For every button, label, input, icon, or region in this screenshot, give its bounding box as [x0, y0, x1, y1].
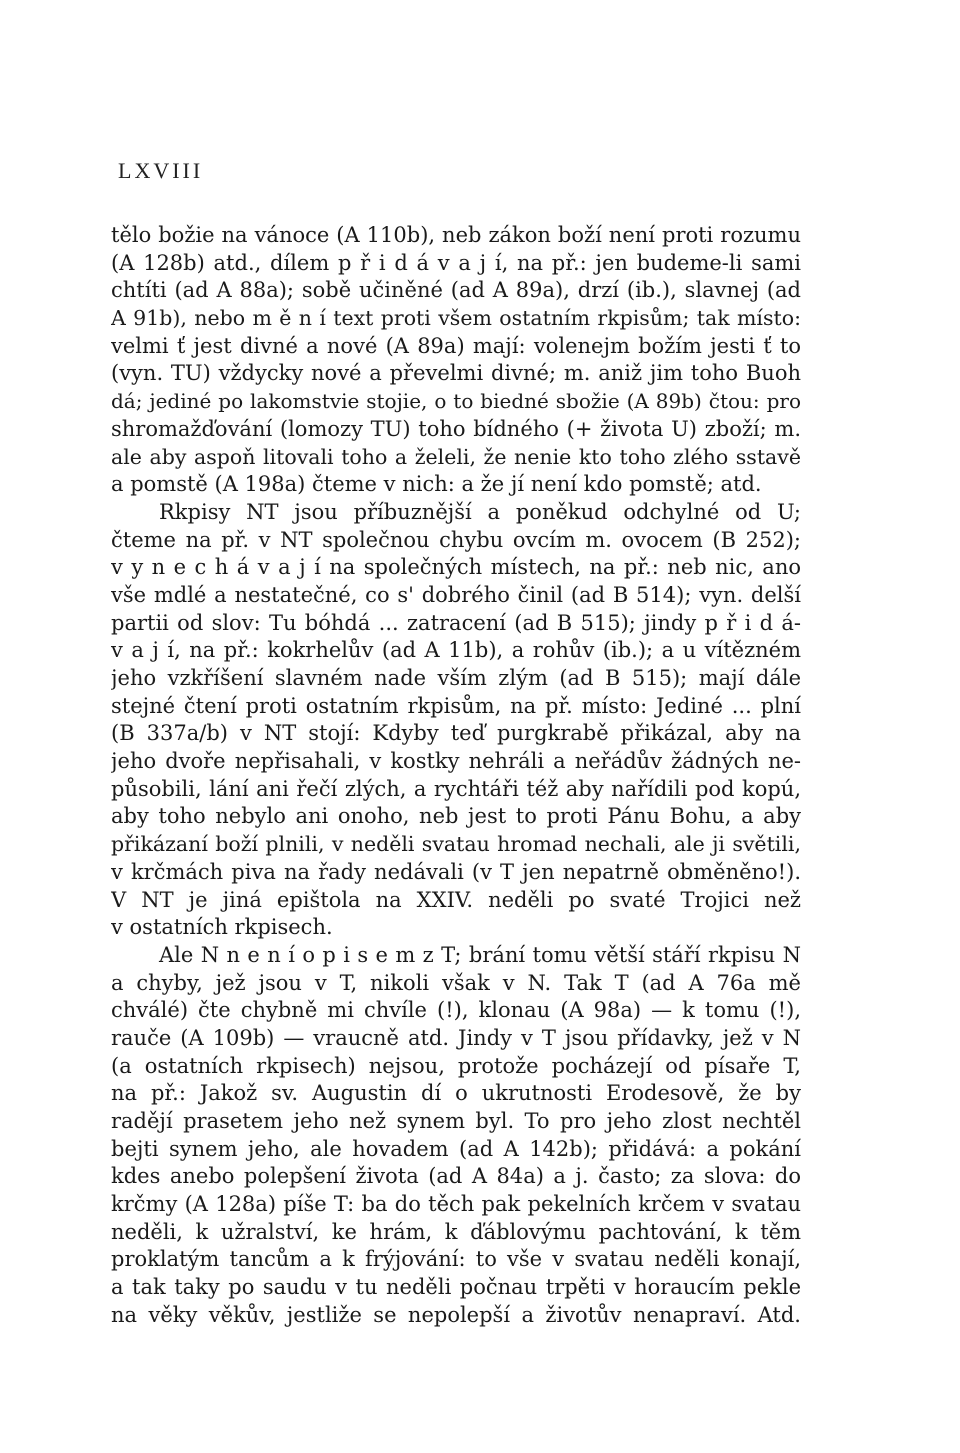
- text-line: ale aby aspoň litovali toho a želeli, že nenie kto toho zlého sstavě: [111, 444, 801, 469]
- text-line: na věky věkův, jestliže se nepolepší a životův nenapraví. Atd.: [111, 1302, 801, 1327]
- text-line: stejné čtení proti ostatním rkpisům, na př. místo: Jediné ... plní: [111, 693, 801, 718]
- text-line: v y n e c h á v a j í na společných místech, na př.: neb nic, ano: [111, 555, 801, 580]
- text-line: aby toho nebylo ani onoho, neb jest to proti Pánu Bohu, a aby: [111, 804, 801, 829]
- text-line: A 91b), nebo m ě n í text proti všem ostatním rkpisům; tak místo:: [111, 306, 801, 331]
- text-line: tělo božie na vánoce (A 110b), neb zákon boží není proti rozumu: [111, 223, 801, 247]
- text-line: bejti synem jeho, ale hovadem (ad A 142b); přidává: a pokání: [111, 1136, 801, 1161]
- text-line: krčmy (A 128a) píše T: ba do těch pak pekelních krčem v svatau: [111, 1192, 801, 1217]
- text-line: V NT je jiná epištola na XXIV. neděli po svaté Trojici než: [111, 887, 801, 912]
- body-text: [111, 222, 801, 1330]
- text-line: partii od slov: Tu bóhdá ... zatracení (ad B 515); jindy p ř i d á-: [111, 610, 801, 635]
- text-line: radějí prasetem jeho než synem byl. To pro jeho zlost nechtěl: [111, 1109, 801, 1133]
- text-line: dá; jediné po lakomstvie stojie, o to biedné sbožie (A 89b) čtou: pro: [111, 389, 801, 414]
- text-line: Rkpisy NT jsou příbuznější a poněkud odchylné od U;: [159, 499, 801, 524]
- text-line: rauče (A 109b) — vraucně atd. Jindy v T jsou přídavky, jež v N: [111, 1025, 801, 1050]
- text-line: chválé) čte chybně mi chvíle (!), klonau (A 98a) — k tomu (!),: [111, 998, 801, 1023]
- text-line: (A 128b) atd., dílem p ř i d á v a j í, na př.: jen budeme-li sami: [111, 250, 801, 275]
- text-line: vše mdlé a nestatečné, co s' dobrého činil (ad B 514); vyn. delší: [111, 582, 801, 607]
- text-line: působili, lání ani řečí zlých, a rychtáři též aby nařídili pod kopú,: [111, 776, 801, 801]
- text-line: v a j í, na př.: kokrhelův (ad A 11b), a rohův (ib.); a u vítězném: [111, 638, 801, 663]
- text-line: chtíti (ad A 88a); sobě učiněné (ad A 89a), drzí (ib.), slavnej (ad: [111, 278, 801, 303]
- text-line: (vyn. TU) vždycky nové a převelmi divné; m. aniž jim toho Buoh: [111, 361, 801, 386]
- text-line: kdes anebo polepšení života (ad A 84a) a j. často; za slova: do: [111, 1164, 801, 1189]
- page-number: LXVIII: [118, 158, 204, 183]
- text-line: Ale N n e n í o p i s e m z T; brání tomu větší stáří rkpisu N: [159, 942, 801, 967]
- text-line: velmi ť jest divné a nové (A 89a) mají: volenejm božím jesti ť to: [111, 333, 801, 358]
- text-line: jeho dvoře nepřisahali, v kostky nehráli a neřádův žádných ne-: [111, 749, 801, 774]
- text-line: v ostatních rkpisech.: [111, 915, 333, 940]
- text-line: shromažďování (lomozy TU) toho bídného (+ života U) zboží; m.: [111, 416, 801, 441]
- text-line: na př.: Jakož sv. Augustin dí o ukrutnosti Erodesově, že by: [111, 1081, 801, 1106]
- text-line: jeho vzkříšení slavném nade vším zlým (ad B 515); mají dále: [111, 666, 801, 690]
- text-line: a chyby, jež jsou v T, nikoli však v N. Tak T (ad A 76a mě: [111, 970, 801, 995]
- text-line: přikázaní boží plnili, v neděli svatau hromad nechali, ale ji světili,: [111, 832, 801, 857]
- text-line: v krčmách piva na řady nedávali (v T jen nepatrně obměněno!).: [111, 859, 801, 884]
- text-line: (a ostatních rkpisech) nejsou, protože pocházejí od písaře T,: [111, 1053, 801, 1078]
- text-line: a tak taky po saudu v tu neděli počnau trpěti v horaucím pekle: [111, 1275, 801, 1300]
- text-line: čteme na př. v NT společnou chybu ovcím m. ovocem (B 252);: [111, 527, 801, 552]
- text-line: a pomstě (A 198a) čteme v nich: a že jí není kdo pomstě; atd.: [111, 472, 762, 497]
- text-line: proklatým tancům a k frýjování: to vše v svatau neděli konají,: [111, 1247, 801, 1272]
- text-line: neděli, k užralství, ke hrám, k ďáblovýmu pachtování, k těm: [111, 1219, 801, 1244]
- text-line: (B 337a/b) v NT stojí: Kdyby teď purgkrabě přikázal, aby na: [111, 721, 801, 746]
